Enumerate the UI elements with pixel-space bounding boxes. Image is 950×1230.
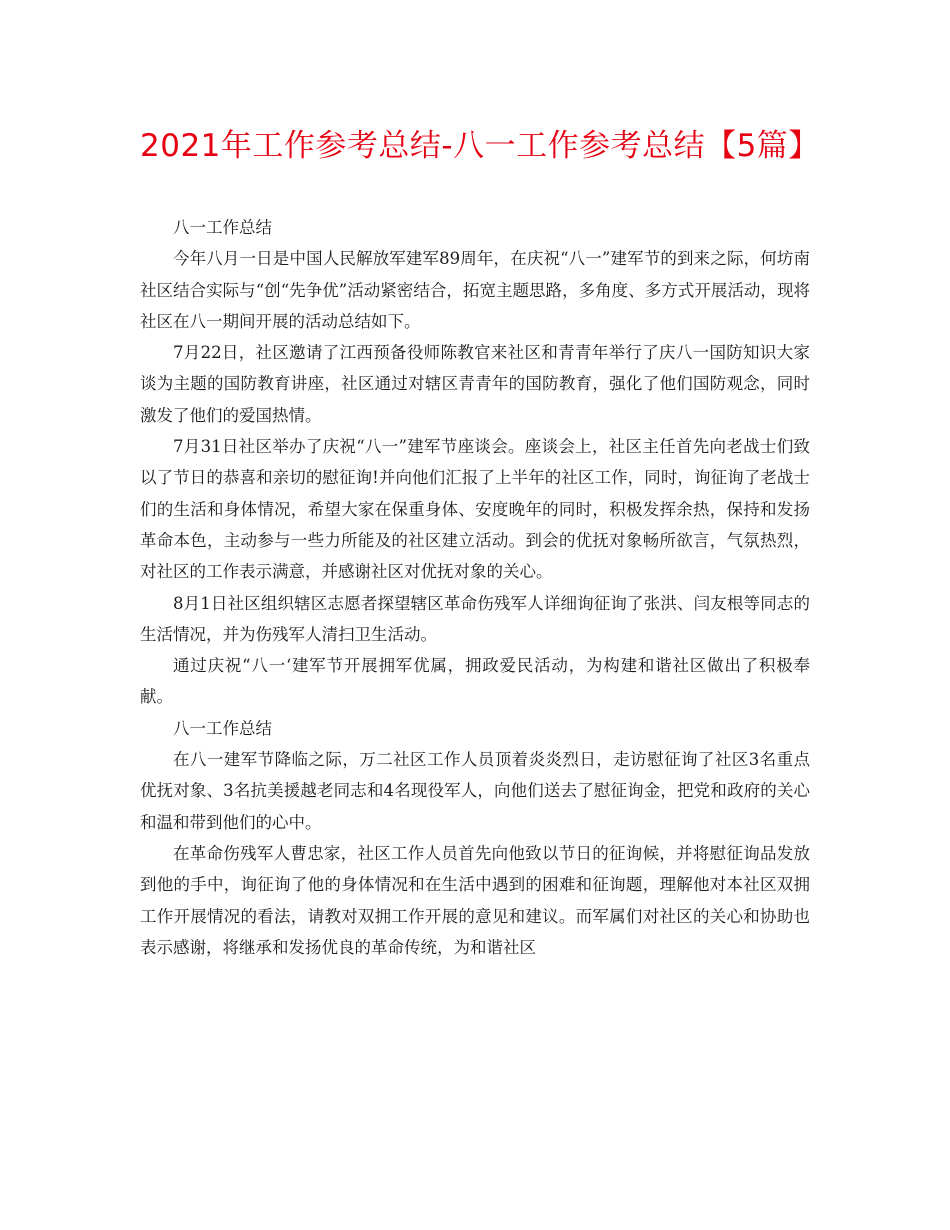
paragraph: 今年八月一日是中国人民解放军建军89周年，在庆祝“八一”建军节的到来之际，何坊南社区结合实际与“创“先争优”活动紧密结合，拓宽主题思路，多角度、多方式开展活动，现将社区在八一期间开展的活动总结如下。 [140, 249, 810, 331]
paragraph: 8月1日社区组织辖区志愿者探望辖区革命伤残军人详细询征询了张洪、闫友根等同志的生活情况，并为伤残军人清扫卫生活动。 [140, 593, 810, 644]
paragraph-section-heading-1: 八一工作总结 [173, 218, 272, 237]
document-body [140, 212, 810, 963]
paragraph: 在八一建军节降临之际，万二社区工作人员顶着炎炎烈日，走访慰征询了社区3名重点优抚对象、3名抗美援越老同志和4名现役军人，向他们送去了慰征询金，把党和政府的关心和温和带到他们的心中。 [140, 750, 810, 832]
paragraph: 7月22日，社区邀请了江西预备役师陈教官来社区和青青年举行了庆八一国防知识大家谈为主题的国防教育讲座，社区通过对辖区青青年的国防教育，强化了他们国防观念，同时激发了他们的爱国热情。 [140, 343, 810, 425]
paragraph: 7月31日社区举办了庆祝“八一”建军节座谈会。座谈会上，社区主任首先向老战士们致以了节日的恭喜和亲切的慰征询!并向他们汇报了上半年的社区工作，同时，询征询了老战士们的生活和身体情况，希望大家在保重身体、安度晚年的同时，积极发挥余热，保持和发扬革命本色，主动参与一些力所能及的社区建立活动。到会的优抚对象畅所欲言，气氛热烈，对社区的工作表示满意，并感谢社区对优抚对象的关心。 [140, 437, 810, 582]
paragraph: 在革命伤残军人曹忠家，社区工作人员首先向他致以节日的征询候，并将慰征询品发放到他的手中，询征询了他的身体情况和在生活中遇到的困难和征询题，理解他对本社区双拥工作开展情况的看法，请教对双拥工作开展的意见和建议。而军属们对社区的关心和协助也表示感谢，将继承和发扬优良的革命传统，为和谐社区 [140, 843, 810, 957]
paragraph-section-heading-2: 八一工作总结 [173, 718, 272, 738]
paragraph: 通过庆祝“八一‘建军节开展拥军优属，拥政爱民活动，为构建和谐社区做出了积极奉献。 [140, 656, 810, 707]
document-title: 2021年工作参考总结-八一工作参考总结【5篇】 [140, 128, 820, 164]
